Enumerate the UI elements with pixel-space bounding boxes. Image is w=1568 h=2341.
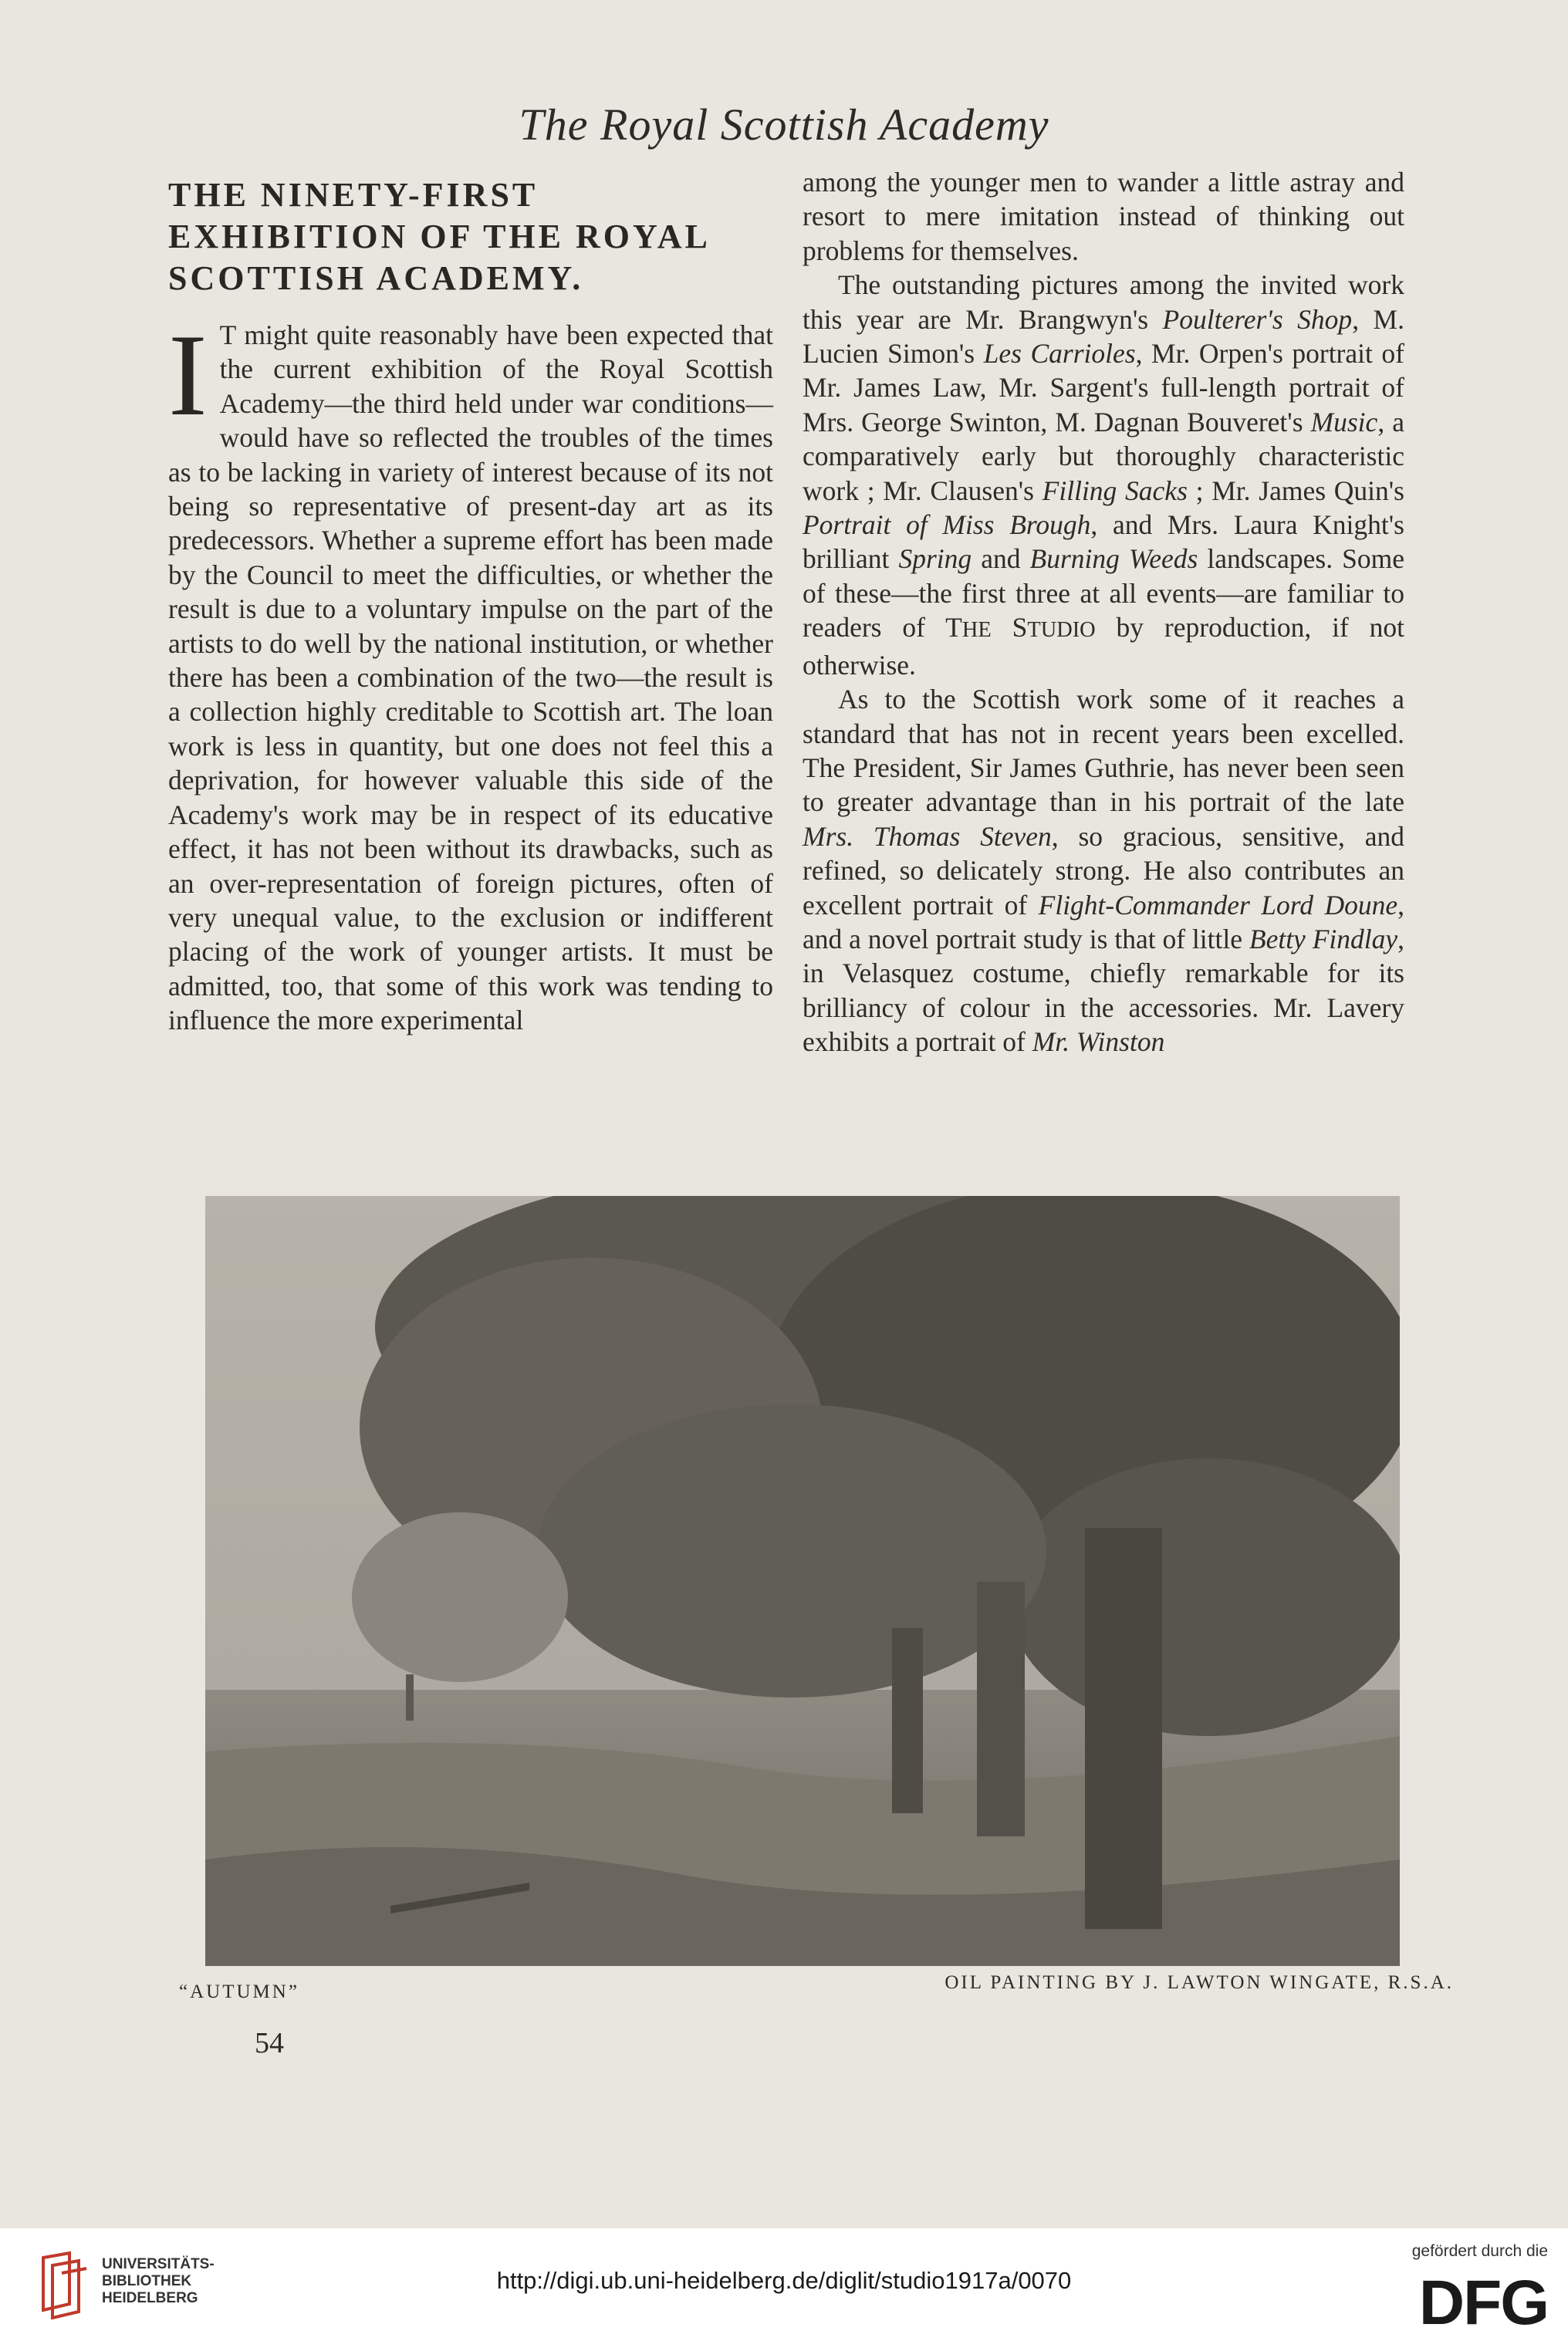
funded-by-label: gefördert durch die [1411, 2242, 1548, 2260]
title-spring: Spring [898, 543, 972, 575]
title-mr-winston: Mr. Winston [1032, 1026, 1165, 1058]
figure-credit: OIL PAINTING BY J. LAWTON WINGATE, R.S.A. [945, 1972, 1454, 1993]
landscape-illustration [205, 1196, 1400, 1966]
library-name-line-3: HEIDELBERG [102, 2290, 198, 2306]
paragraph-1-continuation: among the younger men to wander a little astray and resort to mere imitation instead of thinking out problems for themselves. [803, 167, 1404, 266]
title-mrs-thomas-steven: Mrs. Thomas Steven [803, 820, 1052, 852]
title-filling-sacks: Filling Sacks [1042, 475, 1188, 506]
article-heading: THE NINETY-FIRST EXHIBITION OF THE ROYAL SCOTTISH ACADEMY. [168, 176, 709, 297]
drop-cap: I [168, 310, 208, 440]
title-les-carrioles: Les Carrioles [983, 338, 1136, 370]
autumn-painting-plate [205, 1196, 1400, 1966]
dfg-logo: DFG [1418, 2268, 1548, 2338]
paragraph-1 [168, 310, 773, 1038]
left-column [168, 174, 773, 1038]
paragraph-3: As to the Scottish work some of it reaches a standard that has not in recent years been excelled. The President, Sir James Guthrie, has never been seen to greater advantage than in his portrait of the late Mrs. Thomas Steven, so gracious, sensitive, and refined, so delicately strong. He also contributes an excellent portrait of Flight-Commander Lord Doune, and a novel portrait study is that of little Betty Findlay, in Velasquez costume, chiefly remarkable for its brilliancy of colour in the accessories. Mr. Lavery exhibits a portrait of Mr. Winston [803, 684, 1404, 1058]
digitization-footer [0, 2228, 1568, 2341]
right-column [803, 165, 1404, 1059]
title-music: Music [1310, 406, 1378, 437]
title-burning-weeds: Burning Weeds [1029, 543, 1198, 575]
title-portrait-miss-brough: Portrait of Miss Brough [803, 509, 1091, 541]
paragraph-2: The outstanding pictures among the invited work this year are Mr. Brangwyn's Poulterer's Shop, M. Lucien Simon's Les Carrioles, Mr. Orpen's portrait of Mr. James Law, Mr. Sargent's full-length portrait of Mrs. George Swinton, M. Dagnan Bouveret's Music, a comparatively early but thoroughly characteristic work ; Mr. Clausen's Filling Sacks ; Mr. James Quin's Portrait of Miss Brough, and Mrs. Laura Knight's brilliant Spring and Burning Weeds landscapes. Some of these—the first three at all events—are familiar to readers of THE STUDIO by reproduction, if not otherwise. [803, 269, 1405, 681]
page-number: 54 [255, 2027, 284, 2059]
library-name-line-2: BIBLIOTHEK [102, 2273, 192, 2289]
title-lord-doune: Flight-Commander Lord Doune [1038, 889, 1398, 921]
figure-title: “AUTUMN” [179, 1981, 299, 2002]
running-title: The Royal Scottish Academy [519, 100, 1049, 150]
title-poulterers-shop: Poulterer's Shop [1162, 303, 1353, 335]
library-name-line-1: UNIVERSITÄTS- [102, 2256, 215, 2272]
permalink-url[interactable]: http://digi.ub.uni-heidelberg.de/diglit/studio1917a/0070 [496, 2267, 1072, 2294]
paragraph-1-text: T might quite reasonably have been expected that the current exhibition of the Royal Scottish Academy—the third held under war conditions—would have so reflected the troubles of the times as to be lacking in variety of interest because of its not being so representative of present-day art as its predecessors. Whether a supreme effort has been made by the Council to meet the difficulties, or whether the result is due to a voluntary impulse on the part of the artists to do well by the national institution, or whether there has been a combination of the two—the result is a collection highly creditable to Scottish art. The loan work is less in quantity, but one does not feel this a deprivation, for however valuable this side of the Academy's work may be in respect of its educative effect, it has not been without its drawbacks, such as an over-representation of foreign pictures, often of very unequal value, to the exclusion or indifferent placing of the work of younger artists. It must be admitted, too, that some of this work was tending to influence the more experimental [168, 319, 773, 1036]
title-betty-findlay: Betty Findlay [1249, 923, 1398, 954]
